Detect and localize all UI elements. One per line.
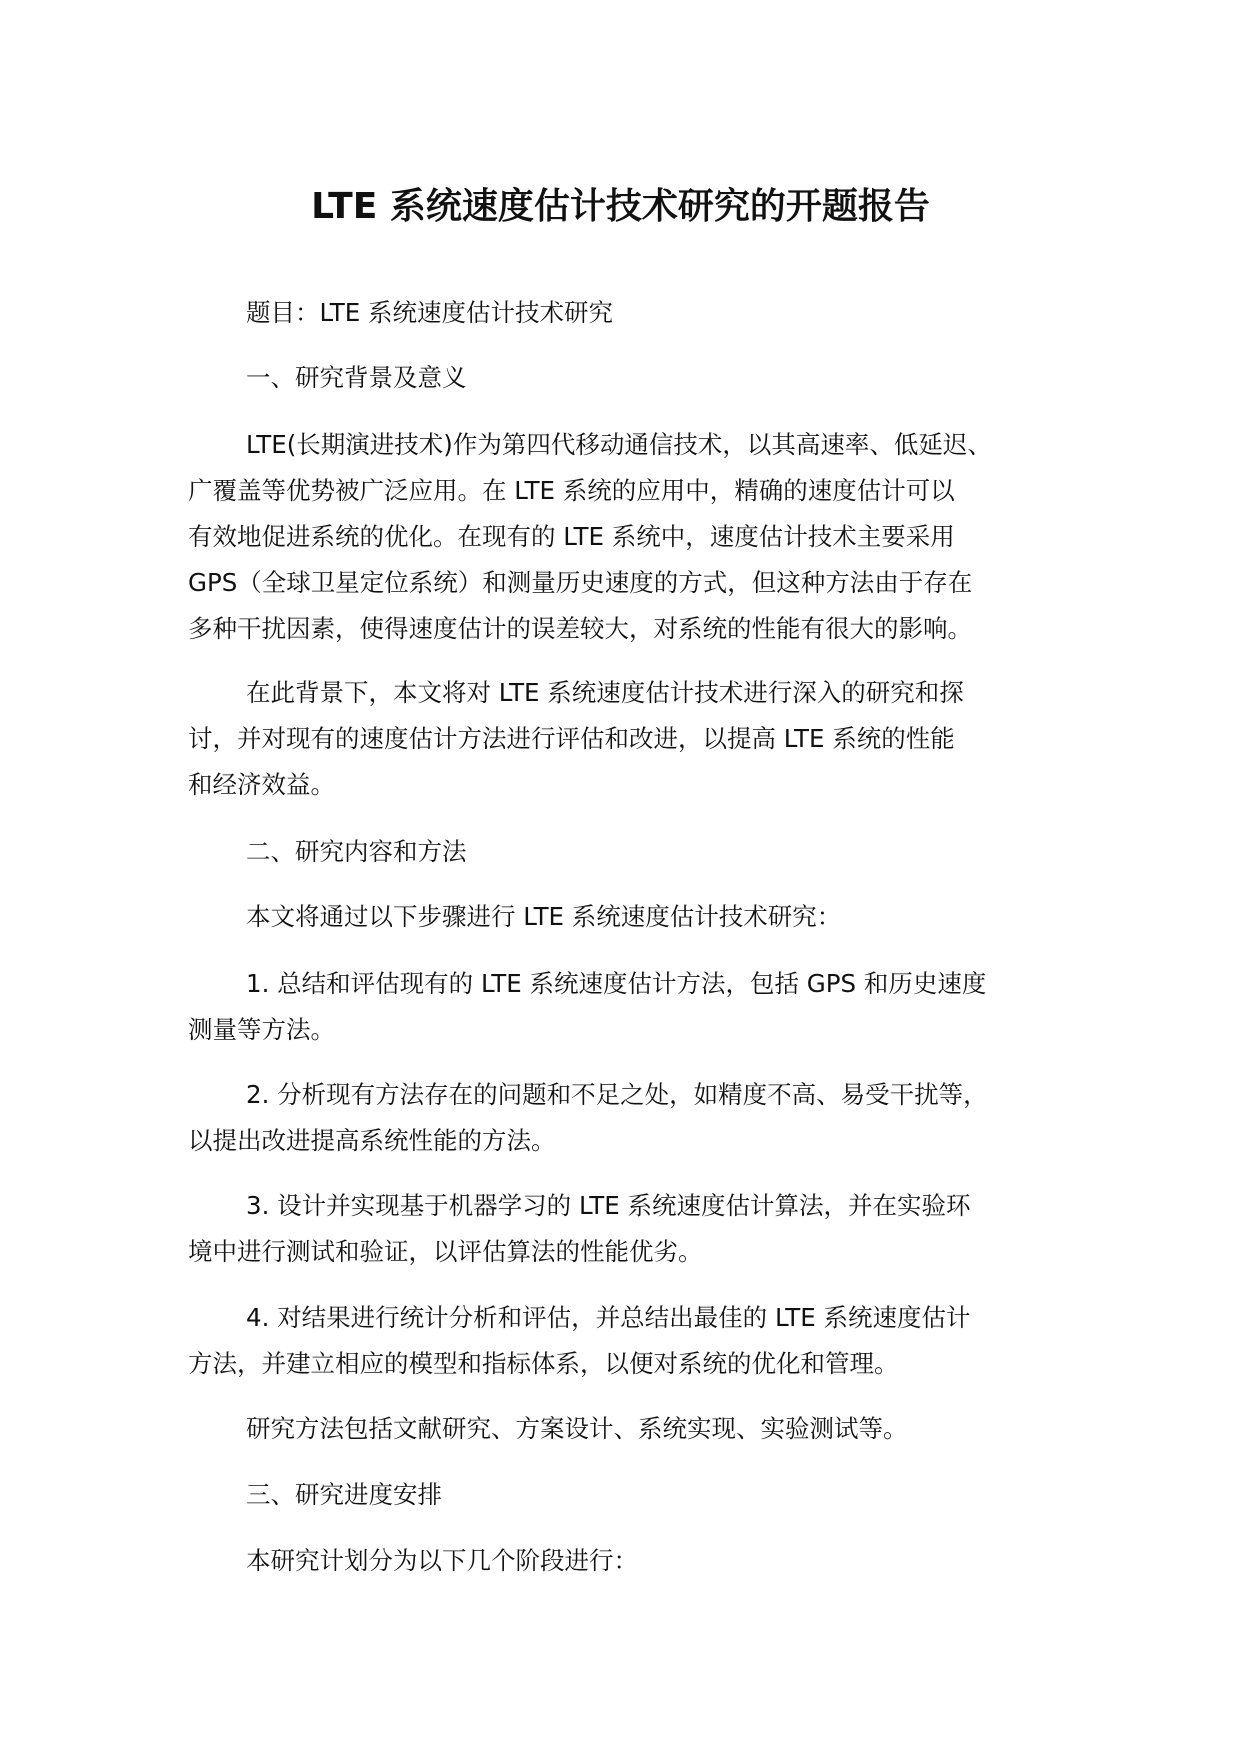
text-line: 测量等方法。 [188, 1015, 335, 1044]
paragraph [188, 961, 986, 1053]
paragraph [188, 1183, 970, 1275]
paragraph [188, 1538, 638, 1584]
text-line: GPS（全球卫星定位系统）和测量历史速度的方式，但这种方法由于存在 [188, 568, 973, 597]
text-line: 题目：LTE 系统速度估计技术研究 [246, 298, 614, 327]
paragraph [188, 829, 467, 875]
text-line: 1. 总结和评估现有的 LTE 系统速度估计方法，包括 GPS 和历史速度 [246, 969, 987, 998]
text-line: 讨，并对现有的速度估计方法进行评估和改进，以提高 LTE 系统的性能 [188, 724, 955, 753]
paragraph [188, 894, 841, 940]
text-line: 3. 设计并实现基于机器学习的 LTE 系统速度估计算法，并在实验环 [246, 1191, 971, 1220]
text-line: 本文将通过以下步骤进行 LTE 系统速度估计技术研究： [246, 902, 842, 931]
text-line: 在此背景下，本文将对 LTE 系统速度估计技术进行深入的研究和探 [246, 678, 964, 707]
paragraph [188, 422, 992, 652]
text-line: 2. 分析现有方法存在的问题和不足之处，如精度不高、易受干扰等， [246, 1080, 988, 1109]
text-line: 和经济效益。 [188, 770, 335, 799]
text-line: 一、研究背景及意义 [246, 363, 467, 392]
text-line: 境中进行测试和验证，以评估算法的性能优劣。 [188, 1237, 703, 1266]
text-line: 本研究计划分为以下几个阶段进行： [246, 1546, 638, 1575]
text-line: 多种干扰因素，使得速度估计的误差较大，对系统的性能有很大的影响。 [188, 614, 972, 643]
paragraph [188, 1472, 442, 1518]
paragraph [188, 1406, 908, 1452]
paragraph [188, 1295, 970, 1387]
text-line: 三、研究进度安排 [246, 1480, 442, 1509]
text-line: LTE(长期演进技术)作为第四代移动通信技术，以其高速率、低延迟、 [246, 430, 992, 459]
text-line: 广覆盖等优势被广泛应用。在 LTE 系统的应用中，精确的速度估计可以 [188, 476, 955, 505]
document-title: LTE 系统速度估计技术研究的开题报告 [311, 186, 930, 227]
text-line: 研究方法包括文献研究、方案设计、系统实现、实验测试等。 [246, 1414, 908, 1443]
text-line: 方法，并建立相应的模型和指标体系，以便对系统的优化和管理。 [188, 1349, 899, 1378]
text-line: 以提出改进提高系统性能的方法。 [188, 1126, 556, 1155]
paragraph [188, 1072, 988, 1164]
paragraph [188, 670, 964, 808]
text-line: 有效地促进系统的优化。在现有的 LTE 系统中，速度估计技术主要采用 [188, 522, 955, 551]
text-line: 二、研究内容和方法 [246, 837, 467, 866]
paragraph [188, 355, 467, 401]
paragraph [188, 290, 613, 336]
text-line: 4. 对结果进行统计分析和评估，并总结出最佳的 LTE 系统速度估计 [246, 1303, 971, 1332]
